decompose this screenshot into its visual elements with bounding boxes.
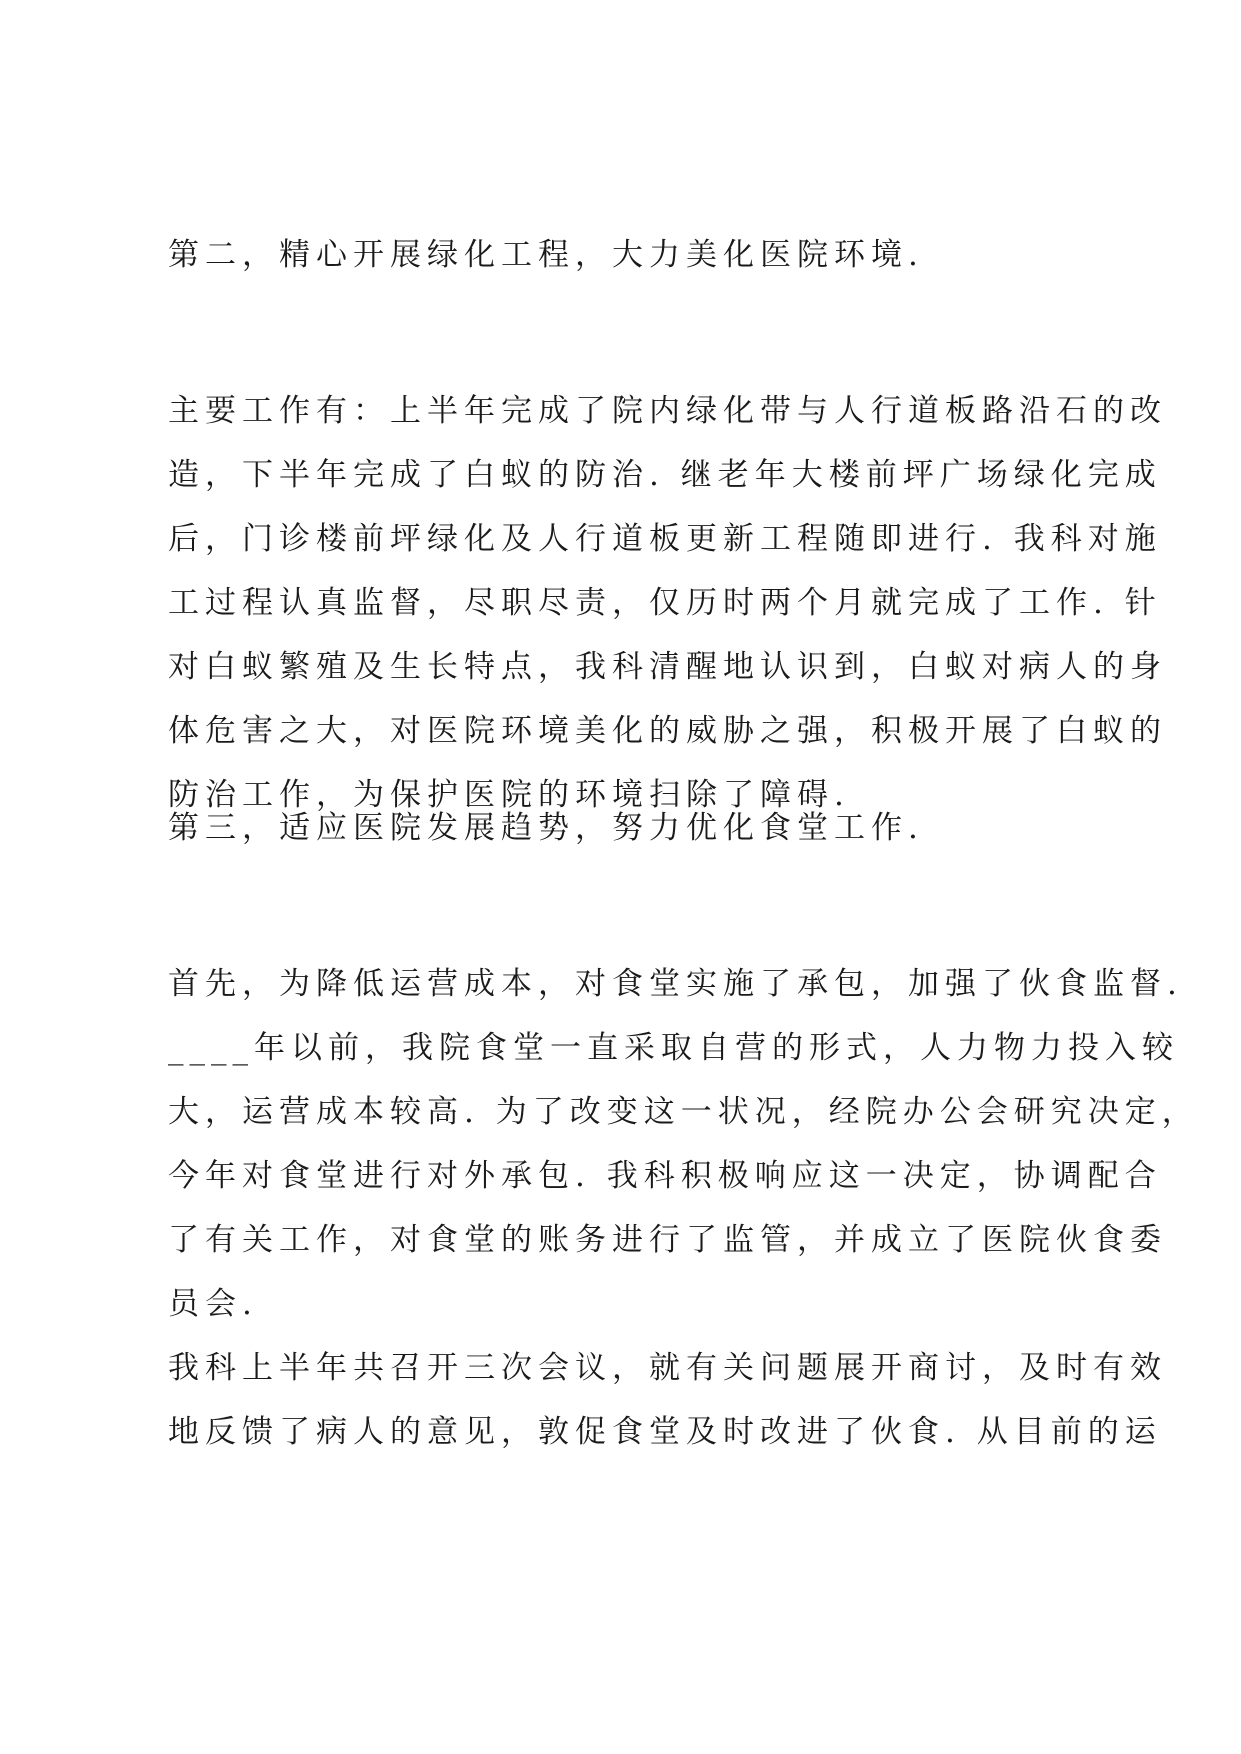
text-line: 员会. [168,1286,258,1322]
text-line: 今年对食堂进行对外承包. 我科积极响应这一决定，协调配合 [168,1158,1162,1194]
text-line: 后，门诊楼前坪绿化及人行道板更新工程随即进行. 我科对施 [168,521,1162,557]
text-line: 大，运营成本较高. 为了改变这一状况，经院办公会研究决定， [168,1094,1199,1130]
text-line: 我科上半年共召开三次会议，就有关问题展开商讨，及时有效 [168,1350,1167,1386]
text-line: 地反馈了病人的意见，敦促食堂及时改进了伙食. 从目前的运 [168,1414,1162,1450]
paragraph-meetings [168,1336,1167,1464]
text-line: 对白蚁繁殖及生长特点，我科清醒地认识到，白蚁对病人的身 [168,649,1167,685]
text-line: ____年以前，我院食堂一直采取自营的形式，人力物力投入较 [168,1030,1179,1066]
paragraph-canteen-contract [168,952,1199,1336]
text-line: 第二，精心开展绿化工程，大力美化医院环境. [168,237,924,273]
text-line: 第三，适应医院发展趋势，努力优化食堂工作. [168,810,924,846]
text-line: 体危害之大，对医院环境美化的威胁之强，积极开展了白蚁的 [168,713,1167,749]
text-line: 防治工作，为保护医院的环境扫除了障碍. [168,777,850,813]
text-line: 了有关工作，对食堂的账务进行了监管，并成立了医院伙食委 [168,1222,1167,1258]
paragraph-greening-work [168,379,1167,827]
text-line: 工过程认真监督，尽职尽责，仅历时两个月就完成了工作. 针 [168,585,1162,621]
text-line: 首先，为降低运营成本，对食堂实施了承包，加强了伙食监督. [168,966,1183,1002]
text-line: 造，下半年完成了白蚁的防治. 继老年大楼前坪广场绿化完成 [168,457,1162,493]
text-line: 主要工作有：上半年完成了院内绿化带与人行道板路沿石的改 [168,393,1167,429]
section-heading-greening [168,223,1078,287]
section-heading-canteen [168,796,1078,860]
